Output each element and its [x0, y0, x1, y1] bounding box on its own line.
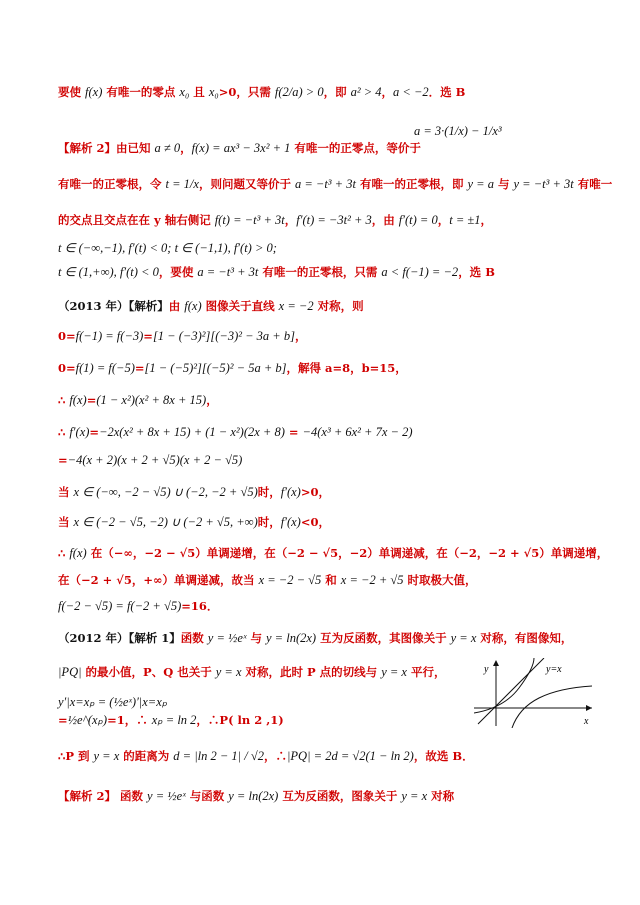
- text-run: 在（−2 + √5，+∞）单调递减，故当: [58, 573, 259, 587]
- text-line: [58, 212, 600, 228]
- math-expression: x = −2 + √5: [340, 573, 404, 587]
- math-expression: y = ½eˣ: [147, 789, 186, 803]
- text-line: [58, 630, 600, 646]
- math-expression: y = x: [381, 665, 407, 679]
- text-run: 有唯一的正零根，即: [355, 177, 468, 191]
- text-run: 对称: [427, 789, 455, 803]
- log-curve: [512, 686, 592, 728]
- math-expression: a = −t³ + 3t: [197, 265, 259, 279]
- math-expression: x = −2: [278, 299, 314, 313]
- math-expression: f(−1) = f(−3): [75, 329, 144, 343]
- text-line: [58, 424, 600, 440]
- text-run: ∴: [58, 393, 70, 407]
- text-run: 有唯一: [573, 177, 613, 191]
- text-run: （2013 年）【解析】: [58, 299, 169, 313]
- math-expression: f′(x): [69, 425, 90, 439]
- text-run: =: [134, 361, 145, 375]
- text-run: 0=: [58, 329, 76, 343]
- math-expression: f(x): [184, 299, 202, 313]
- text-run: ，∴: [263, 749, 287, 763]
- text-run: ，: [206, 393, 218, 407]
- text-run: =: [89, 425, 100, 439]
- text-run: =: [58, 713, 68, 727]
- text-run: 有唯一的零点: [102, 85, 180, 99]
- text-line: [58, 514, 600, 530]
- math-expression: [1 − (−5)²][(−5)² − 5a + b]: [144, 361, 287, 375]
- text-run: 的最小值，P、Q 也关于: [81, 665, 216, 679]
- text-run: 由: [168, 299, 185, 313]
- text-run: 要使: [58, 85, 86, 99]
- text-run: =: [58, 453, 68, 467]
- text-run: 与函数: [185, 789, 229, 803]
- math-expression: x ∈ (−∞, −2 − √5) ∪ (−2, −2 + √5): [73, 485, 258, 499]
- text-line: [58, 140, 600, 156]
- text-run: ，由: [371, 213, 399, 227]
- text-run: 与: [246, 631, 266, 645]
- math-expression: y = ln(2x): [265, 631, 317, 645]
- text-line: [58, 788, 600, 804]
- text-run: ∴: [58, 425, 70, 439]
- text-line: [58, 360, 600, 376]
- text-run: ，故选 B．: [413, 749, 474, 763]
- text-run: 有唯一的正零点，等价于: [290, 141, 421, 155]
- text-run: >0，: [300, 485, 330, 499]
- text-run: 当: [58, 515, 74, 529]
- math-expression: a < f(−1) = −2: [381, 265, 459, 279]
- inverse-function-graph: [474, 658, 594, 728]
- math-expression: y = ln(2x): [228, 789, 279, 803]
- math-expression: x ∈ (−2 − √5, −2) ∪ (−2 + √5, +∞): [73, 515, 258, 529]
- math-expression: y = x: [215, 665, 242, 679]
- text-run: ，: [480, 213, 493, 227]
- math-expression: f′(t) = 0: [398, 213, 438, 227]
- x-axis-arrow: [586, 705, 592, 711]
- math-expression: f′(x): [280, 485, 301, 499]
- text-run: >0，只需: [218, 85, 275, 99]
- text-line: [58, 484, 600, 500]
- text-run: ，: [294, 329, 307, 343]
- text-line: [58, 392, 600, 408]
- math-expression: f(x) = ax³ − 3x² + 1: [191, 141, 291, 155]
- math-expression: y = ½eˣ: [207, 631, 247, 645]
- math-expression: [1 − (−3)²][(−3)² − 3a + b]: [152, 329, 295, 343]
- text-line: [58, 240, 600, 256]
- text-run: 图像关于直线: [201, 299, 279, 313]
- text-run: （2012 年）【解析 1】: [58, 631, 181, 645]
- text-run: 由已知: [116, 141, 155, 155]
- math-expression: d = |ln 2 − 1| / √2: [173, 749, 264, 763]
- text-line: [58, 328, 600, 344]
- text-run: ，即: [323, 85, 351, 99]
- math-expression: −4(x + 2)(x + 2 + √5)(x + 2 − √5): [67, 453, 243, 467]
- text-run: ∴: [58, 546, 70, 560]
- math-expression: y = x: [93, 749, 120, 763]
- math-expression: y = −t³ + 3t: [513, 177, 574, 191]
- text-run: =: [86, 393, 97, 407]
- text-run: 对称，则: [313, 299, 364, 313]
- math-expression: xₚ = ln 2: [151, 713, 197, 727]
- text-line: [58, 298, 600, 314]
- text-run: ，: [437, 213, 450, 227]
- math-expression: ½e^(xₚ): [67, 713, 108, 727]
- text-run: 在（−∞，−2 − √5）单调递增，在（−2 − √5，−2）单调递减，在（−2，−2 + √5）单调递增，: [86, 546, 609, 560]
- text-run: ，则问题又等价于: [198, 177, 295, 191]
- graph-x-label: x: [584, 716, 589, 727]
- math-expression: f(−2 − √5) = f(−2 + √5): [58, 599, 182, 613]
- math-expression: a < −2: [393, 85, 429, 99]
- math-expression: a² > 4: [350, 85, 382, 99]
- math-expression: t ∈ (−∞,−1), f′(t) < 0; t ∈ (−1,1), f′(t) > 0;: [58, 241, 277, 255]
- text-run: 互为反函数，其图像关于: [316, 631, 451, 645]
- text-run: 互为反函数，图象关于: [278, 789, 402, 803]
- text-run: 时，: [257, 515, 281, 529]
- text-run: 时取极大值，: [403, 573, 477, 587]
- text-run: <0，: [300, 515, 330, 529]
- text-run: =: [284, 425, 303, 439]
- text-line: [58, 748, 600, 764]
- math-expression: f′(t) = −3t² + 3: [296, 213, 372, 227]
- text-run: ．选 B: [428, 85, 466, 99]
- text-run: ，∴P( ln 2 ,1): [196, 713, 284, 727]
- text-run: 【解析 2】: [58, 789, 121, 803]
- math-expression: y = x: [450, 631, 477, 645]
- math-expression: (1 − x²)(x² + 8x + 15): [96, 393, 207, 407]
- text-run: 的距离为: [119, 749, 174, 763]
- text-run: 0=: [58, 361, 76, 375]
- text-run: ，解得 a=8，b=15，: [286, 361, 407, 375]
- text-line: [58, 545, 609, 561]
- text-run: 的交点且交点在在 y 轴右侧记: [58, 213, 215, 227]
- math-expression: a = 3·(1/x) − 1/x³: [414, 124, 502, 138]
- math-expression: −2x(x² + 8x + 15) + (1 − x²)(2x + 8): [99, 425, 285, 439]
- text-run: =1，∴: [107, 713, 152, 727]
- math-expression: t = ±1: [449, 213, 481, 227]
- graph-line-label: y=x: [546, 664, 562, 675]
- math-expression: t ∈ (1,+∞), f′(t) < 0: [58, 265, 159, 279]
- text-line: [414, 123, 600, 139]
- text-line: [58, 452, 600, 468]
- math-expression: x₀: [179, 85, 190, 99]
- math-expression: f(x): [69, 546, 87, 560]
- text-run: 时，: [257, 485, 281, 499]
- math-expression: a = −t³ + 3t: [294, 177, 356, 191]
- text-line: [58, 176, 613, 192]
- math-expression: |PQ| = 2d = √2(1 − ln 2): [286, 749, 414, 763]
- text-run: 和: [321, 573, 341, 587]
- math-expression: a ≠ 0: [154, 141, 181, 155]
- text-run: =: [143, 329, 153, 343]
- text-run: ，: [180, 141, 192, 155]
- text-run: 当: [58, 485, 74, 499]
- math-expression: f(2/a) > 0: [274, 85, 324, 99]
- math-expression: f(x): [69, 393, 87, 407]
- math-expression: f(x): [85, 85, 103, 99]
- text-run: ∴P 到: [58, 749, 94, 763]
- text-line: [58, 264, 600, 280]
- text-run: ，: [284, 213, 297, 227]
- text-run: 有唯一的正零根，只需: [258, 265, 382, 279]
- exp-curve: [474, 658, 534, 713]
- text-line: [58, 598, 600, 614]
- text-run: ，要使: [158, 265, 198, 279]
- math-expression: f(t) = −t³ + 3t: [214, 213, 285, 227]
- math-expression: y = a: [467, 177, 494, 191]
- text-run: 【解析 2】: [58, 141, 117, 155]
- text-run: =16．: [181, 599, 219, 613]
- text-run: 且: [189, 85, 209, 99]
- text-run: 函数: [180, 631, 208, 645]
- math-expression: x₀: [208, 85, 219, 99]
- math-expression: y′|x=xₚ = (½eˣ)′|x=xₚ: [58, 695, 168, 709]
- math-expression: f(1) = f(−5): [75, 361, 135, 375]
- text-run: 对称，有图像知，: [476, 631, 573, 645]
- text-run: ，选 B: [458, 265, 495, 279]
- math-expression: x = −2 − √5: [258, 573, 322, 587]
- text-run: 有唯一的正零根，令: [58, 177, 166, 191]
- graph-y-label: y: [484, 664, 489, 675]
- text-line: [58, 84, 600, 100]
- math-expression: −4(x³ + 6x² + 7x − 2): [302, 425, 413, 439]
- y-axis-arrow: [493, 660, 499, 666]
- text-run: 与: [493, 177, 514, 191]
- math-expression: t = 1/x: [165, 177, 199, 191]
- math-expression: f′(x): [280, 515, 301, 529]
- text-run: 平行，: [406, 665, 446, 679]
- text-line: [58, 572, 600, 588]
- text-run: ，: [381, 85, 394, 99]
- math-expression: |PQ|: [58, 665, 82, 679]
- text-run: 函数: [120, 789, 148, 803]
- math-expression: y = x: [401, 789, 428, 803]
- text-run: 对称，此时 P 点的切线与: [241, 665, 382, 679]
